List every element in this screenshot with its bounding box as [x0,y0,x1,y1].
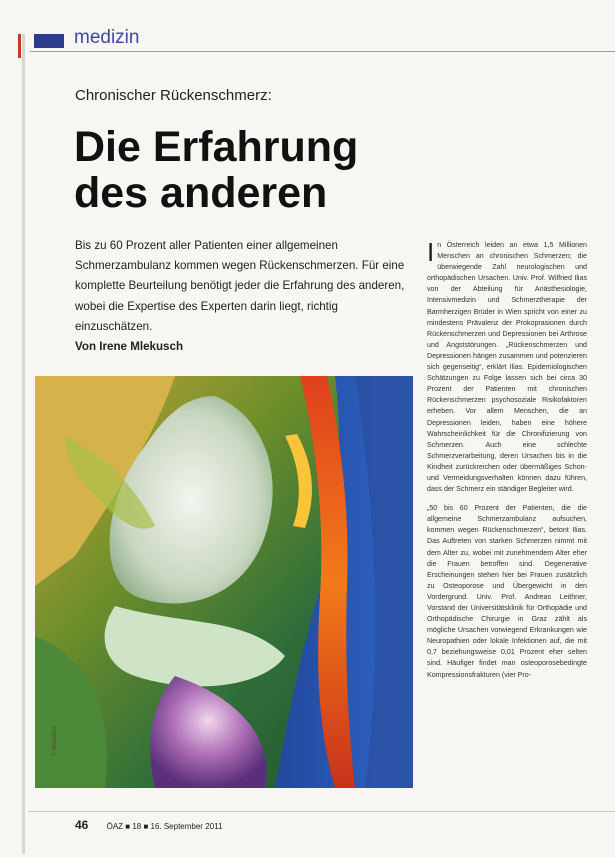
article-body [427,237,587,689]
section-color-box [34,34,64,48]
binding-edge [22,34,25,854]
page-footer [75,818,222,832]
section-rule [30,51,615,52]
article-kicker: Chronischer Rückenschmerz: [75,87,272,104]
issue-info: ÖAZ ■ 18 ■ 16. September 2011 [106,822,223,831]
body-paragraph-1-text: n Österreich leiden an etwa 1,5 Millionen Menschen an chronischen Schmerzen; die überwiegende Zahl neurologischen und orthopädischen Ursachen. Univ. Prof. Wilfried Ilias von der Abteilung für Anästhesiologie, Intensivmedizin und Schmerztherapie der Barmherzigen Brüder in Wien spricht von einer zu mindestens Prävalenz der Prokoprasionen durch Rückenschmerzen und Depressionen bei Arthrose und Angststörungen. „Rückenschmerzen und Depressionen hängen zusammen und potenzieren sich gegenseitig“, erklärt Ilias. Epidemiologischen Schätzungen zu Folge lassen sich bei circa 30 Prozent der Patienten mit chronischen Rückenschmerzen psychosoziale Risikofaktoren erheben. Vor allem Menschen, die an Depressionen leiden, haben eine höhere Wahrscheinlichkeit für die Chronifizierung von Schmerzen. Auch eine schlechte Schmerzverarbeitung, deren Ursachen bis in die Kindheit zurückreichen oder übermäßiges Schon- und Vermeidungsverhalten können dazu führen, dass der Schmerz ein ständiger Begleiter wird. [427,241,587,494]
article-lead [75,236,405,357]
page-number: 46 [75,818,89,832]
headline-line-1: Die Erfahrung [74,123,359,171]
page-edge-marker [18,34,21,58]
lead-text: Bis zu 60 Prozent aller Patienten einer allgemeinen Schmerzambulanz kommen wegen Rückenschmerzen. Für eine komplette Beurteilung benötigt jeder die Erfahrung des anderen, wobei die Expertise des Experten darin liegt, richtig einzuschätzen. [75,239,405,333]
photo-credit: © Mauritius [52,725,58,756]
spine-xray-photo [35,376,413,788]
article-author: Von Irene Mlekusch [75,340,184,354]
dropcap: I [427,237,435,267]
section-label: medizin [74,27,140,48]
footer-rule [28,811,615,812]
spine-xray-image [35,376,413,788]
article-headline [74,124,358,216]
headline-line-2: des anderen [74,169,328,217]
body-paragraph-1 [427,237,587,495]
body-paragraph-2: „50 bis 60 Prozent der Patienten, die die allgemeine Schmerzambulanz aufsuchen, kommen wegen Rückenschmerzen“, betont Ilias. Das Auftreten von starken Schmerzen nimmt mit dem Alter zu, wobei mit zunehmendem Alter eher die Frauen betroffen sind. Degenerative Erscheinungen stehen hier bei Frauen zusätzlich zu Osteoporose und Übergewicht in den Vordergrund. Univ. Prof. Andreas Leithner, Vorstand der Universitätsklinik für Orthopädie und Orthopädische Chirurgie in Graz zählt als mögliche Ursachen vorwiegend Erkrankungen wie Neuropathien oder lokale Infektionen auf, die mit 0,7 beziehungsweise 0,01 Prozent eher selten sind. Häufiger findet man osteoporosebedingte Kompressionsfrakturen (vier Pro- [427,504,587,679]
